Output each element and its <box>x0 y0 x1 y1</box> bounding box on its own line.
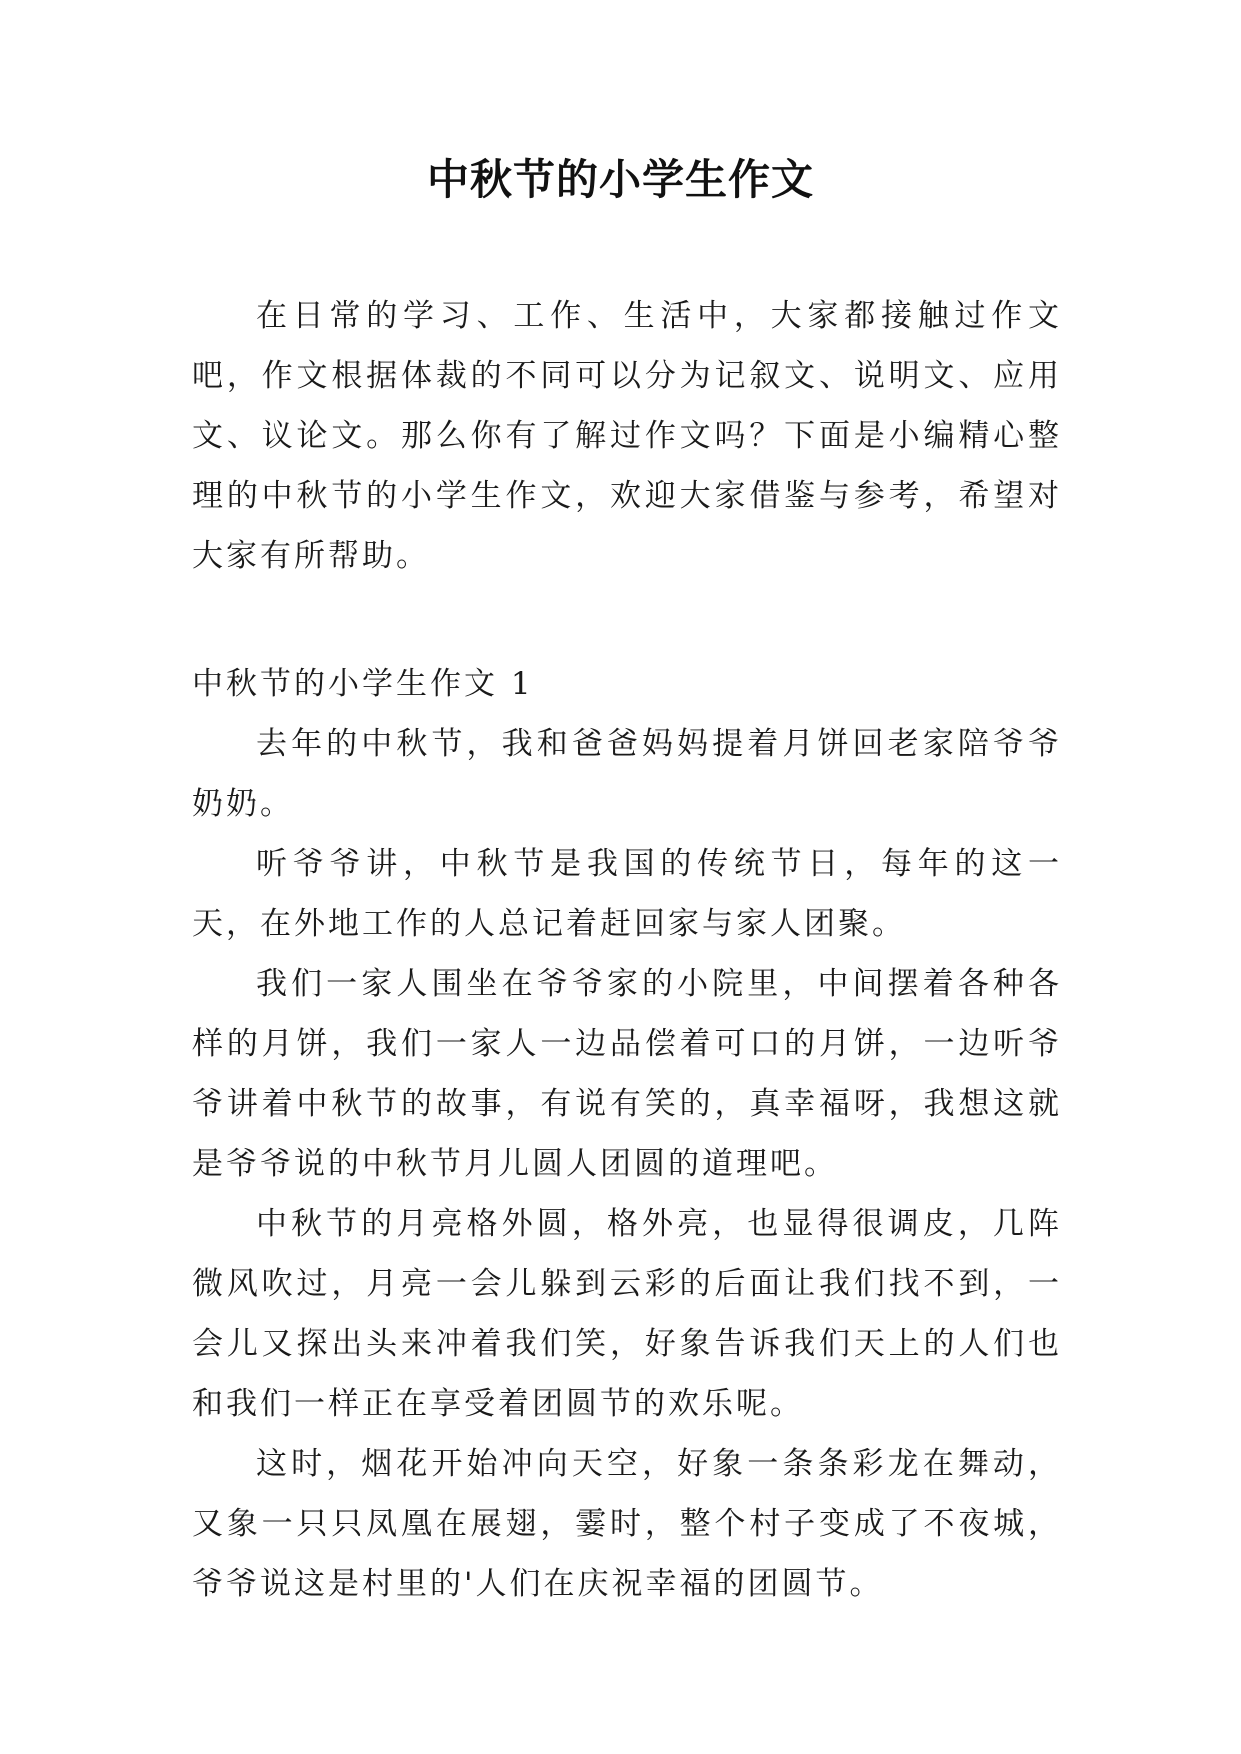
document-title: 中秋节的小学生作文 <box>426 155 814 204</box>
body-paragraph: 我们一家人围坐在爷爷家的小院里，中间摆着各种各样的月饼，我们一家人一边品偿着可口的月饼，一边听爷爷讲着中秋节的故事，有说有笑的，真幸福呀，我想这就是爷爷说的中秋节月儿圆人团圆的道理吧。 <box>192 966 1062 1182</box>
body-paragraph: 中秋节的月亮格外圆，格外亮，也显得很调皮，几阵微风吹过，月亮一会儿躲到云彩的后面让我们找不到，一会儿又探出头来冲着我们笑，好象告诉我们天上的人们也和我们一样正在享受着团圆节的欢乐呢。 <box>192 1206 1062 1422</box>
section-heading: 中秋节的小学生作文 1 <box>192 666 534 702</box>
body-paragraph: 听爷爷讲，中秋节是我国的传统节日，每年的这一天，在外地工作的人总记着赶回家与家人团聚。 <box>192 846 1062 942</box>
body-paragraph: 这时，烟花开始冲向天空，好象一条条彩龙在舞动，又象一只只凤凰在展翅，霎时，整个村子变成了不夜城，爷爷说这是村里的'人们在庆祝幸福的团圆节。 <box>192 1446 1062 1602</box>
body-paragraph: 去年的中秋节，我和爸爸妈妈提着月饼回老家陪爷爷奶奶。 <box>192 726 1062 822</box>
intro-paragraph: 在日常的学习、工作、生活中，大家都接触过作文吧，作文根据体裁的不同可以分为记叙文、说明文、应用文、议论文。那么你有了解过作文吗？下面是小编精心整理的中秋节的小学生作文，欢迎大家借鉴与参考，希望对大家有所帮助。 <box>192 298 1062 574</box>
document-body <box>192 286 1062 1614</box>
